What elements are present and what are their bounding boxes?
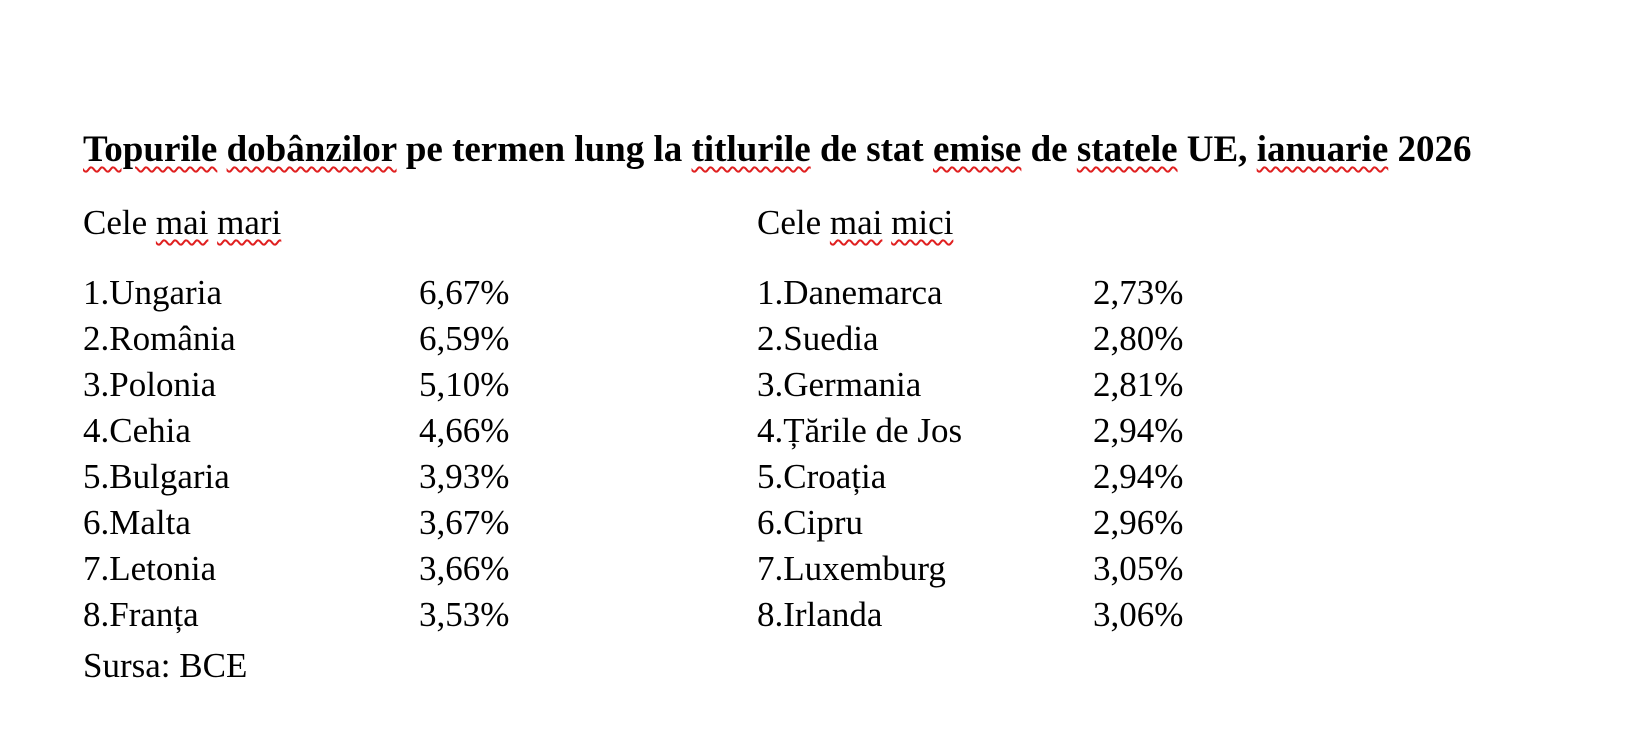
heading-text: Cele (757, 203, 830, 242)
list-item (757, 316, 1184, 362)
yield-value: 3,05% (1093, 549, 1184, 588)
country-name: 7.Letonia (83, 549, 217, 588)
list-item (757, 408, 1184, 454)
country-name: 1.Ungaria (83, 273, 222, 312)
highest-rates-list (83, 200, 510, 638)
heading-text (882, 203, 891, 242)
country-name: 1.Danemarca (757, 273, 943, 312)
title-text (217, 129, 226, 170)
list-item (83, 546, 510, 592)
title-text: de stat (810, 129, 933, 170)
country-name: 2.România (83, 319, 236, 358)
country-name: 8.Irlanda (757, 595, 883, 634)
document-title (83, 128, 1472, 172)
yield-value: 2,96% (1093, 503, 1184, 542)
title-word-misspelled: dobânzilor (226, 129, 397, 170)
title-text: 2026 (1388, 129, 1472, 170)
lowest-rates-rows (757, 270, 1184, 638)
heading-text: Cele (83, 203, 156, 242)
yield-value: 3,66% (419, 549, 510, 588)
source-note: Sursa: BCE (83, 646, 248, 685)
country-name: 3.Germania (757, 365, 922, 404)
yield-value: 2,80% (1093, 319, 1184, 358)
title-text: UE, (1177, 129, 1257, 170)
country-name: 5.Bulgaria (83, 457, 230, 496)
country-name: 6.Cipru (757, 503, 863, 542)
list-item (83, 270, 510, 316)
yield-value: 2,73% (1093, 273, 1184, 312)
country-name: 7.Luxemburg (757, 549, 946, 588)
country-name: 8.Franța (83, 595, 199, 634)
yield-value: 5,10% (419, 365, 510, 404)
yield-value: 3,06% (1093, 595, 1184, 634)
title-text: pe termen lung la (396, 129, 692, 170)
title-word-misspelled: Topurile (83, 129, 218, 170)
list-item (757, 362, 1184, 408)
lowest-rates-list (757, 200, 1184, 638)
yield-value: 6,67% (419, 273, 510, 312)
yield-value: 2,94% (1093, 411, 1184, 450)
country-name: 6.Malta (83, 503, 191, 542)
yield-value: 3,53% (419, 595, 510, 634)
country-name: 2.Suedia (757, 319, 879, 358)
country-name: 5.Croația (757, 457, 887, 496)
list-item (757, 592, 1184, 638)
list-item (83, 500, 510, 546)
highest-rates-rows (83, 270, 510, 638)
list-item (83, 454, 510, 500)
heading-text (208, 203, 217, 242)
yield-value: 3,67% (419, 503, 510, 542)
title-text: de (1021, 129, 1077, 170)
title-word-misspelled: titlurile (691, 129, 811, 170)
list-item (83, 316, 510, 362)
list-item (83, 408, 510, 454)
country-name: 3.Polonia (83, 365, 217, 404)
country-name: 4.Cehia (83, 411, 191, 450)
heading-word-misspelled: mari (217, 203, 282, 242)
yield-value: 3,93% (419, 457, 510, 496)
heading-word-misspelled: mici (891, 203, 954, 242)
yield-value: 4,66% (419, 411, 510, 450)
list-item (83, 592, 510, 638)
list-item (757, 454, 1184, 500)
yield-value: 2,94% (1093, 457, 1184, 496)
heading-word-misspelled: mai (829, 203, 883, 242)
yield-value: 6,59% (419, 319, 510, 358)
lowest-rates-heading (757, 200, 953, 246)
list-item (83, 362, 510, 408)
title-word-misspelled: statele (1076, 129, 1178, 170)
yield-value: 2,81% (1093, 365, 1184, 404)
list-item (757, 546, 1184, 592)
country-name: 4.Țările de Jos (757, 411, 963, 450)
heading-word-misspelled: mai (155, 203, 209, 242)
list-item (757, 500, 1184, 546)
title-word-misspelled: emise (933, 129, 1022, 170)
highest-rates-heading (83, 200, 281, 246)
title-word-misspelled: ianuarie (1256, 129, 1389, 170)
list-item (757, 270, 1184, 316)
